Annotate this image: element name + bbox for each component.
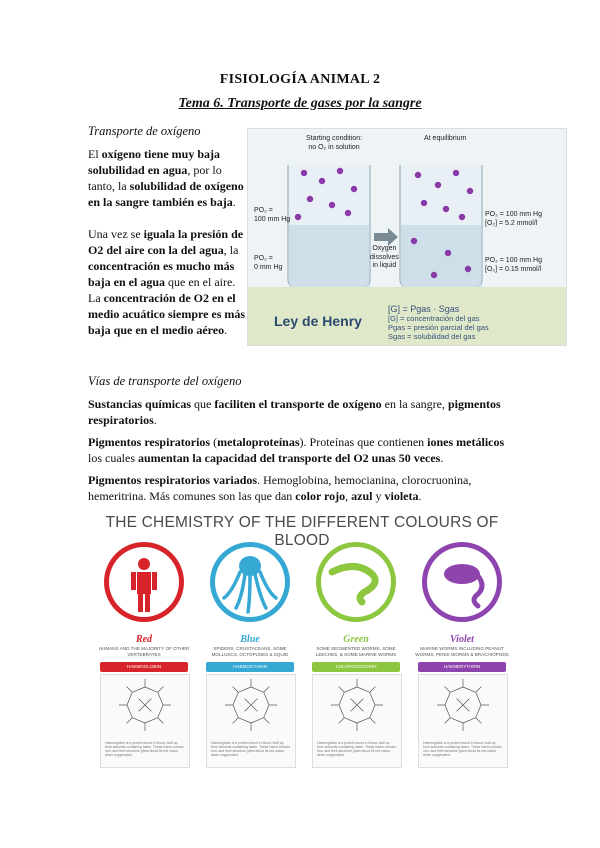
- violet-circle: [422, 542, 502, 622]
- colour-name-green: Green: [343, 634, 369, 645]
- oxygen-molecule: [467, 188, 473, 194]
- henry-law-figure: [247, 128, 567, 346]
- panel-text-red: Haemoglobin is a protein found in blood, built up from subunits containing haem. These haem contain iron, and their structure gives blood its red colour when oxygenated.: [105, 741, 184, 757]
- oxygen-molecule: [415, 172, 421, 178]
- colour-name-violet: Violet: [450, 634, 474, 645]
- pigment-label-blue: HAEMOCYANIN: [206, 662, 294, 672]
- oxygen-molecule: [459, 214, 465, 220]
- description-blue: SPIDERS, CRUSTACEANS, SOME MOLLUSCS, OCTOPUSES & SQUID: [211, 646, 289, 657]
- text-run: concentración es mucho más baja en el agua: [88, 259, 235, 289]
- text-run: El: [88, 147, 102, 161]
- column-violet: [414, 542, 510, 766]
- text-run: .: [418, 489, 422, 503]
- oxygen-molecule: [421, 200, 427, 206]
- text-run: Pigmentos respiratorios: [88, 435, 211, 449]
- oxygen-molecule: [435, 182, 441, 188]
- molecule-panel-violet: [418, 674, 508, 768]
- oxygen-molecule: [337, 168, 343, 174]
- oxygen-molecule: [307, 196, 313, 202]
- blood-colours-infographic: [92, 508, 512, 770]
- pigment-label-violet: HAEMERYTHRIN: [418, 662, 506, 672]
- molecule-panel-red: [100, 674, 190, 768]
- paragraph-chemical-substances: [88, 396, 508, 428]
- text-run: ). Proteínas que contienen: [299, 435, 428, 449]
- oxygen-molecule: [319, 178, 325, 184]
- oxygen-molecule: [443, 206, 449, 212]
- colour-name-blue: Blue: [240, 634, 260, 645]
- equilibrium-liquid-values: PO₂ = 100 mm Hg [O₂] = 0.15 mmol/l: [485, 257, 542, 273]
- octopus-icon: [210, 542, 290, 622]
- text-run: iguala la presión de O2 del aire con la del agua: [88, 227, 244, 257]
- column-blue: [202, 542, 298, 766]
- oxygen-molecule: [465, 266, 471, 272]
- section-heading-oxygen-transport: Transporte de oxígeno: [88, 124, 201, 138]
- text-run: azul: [351, 489, 373, 503]
- text-run: Pigmentos respiratorios variados: [88, 473, 258, 487]
- molecule-panel-green: [312, 674, 402, 768]
- colour-name-red: Red: [135, 634, 153, 645]
- panel-text-green: Haemoglobin is a protein found in blood, built up from subunits containing haem. These haem contain iron, and their structure gives blood its red colour when oxygenated.: [317, 741, 396, 757]
- text-run: color rojo: [295, 489, 346, 503]
- text-run: faciliten el transporte de oxígeno: [214, 397, 382, 411]
- text-run: que en el aire. La: [88, 275, 236, 305]
- text-run: (: [210, 435, 218, 449]
- starting-condition-label: Starting condition: no O₂ in solution: [306, 135, 363, 151]
- oxygen-molecule: [411, 238, 417, 244]
- peanut-worm-icon: [422, 542, 502, 622]
- text-run: iones metálicos: [427, 435, 505, 449]
- formula-legend-1: [G] = concentración del gas: [388, 314, 480, 323]
- paragraph-varied-pigments: [88, 472, 508, 504]
- text-run: .: [224, 323, 228, 337]
- text-run: .: [440, 451, 444, 465]
- oxygen-molecule: [329, 202, 335, 208]
- oxygen-molecule: [301, 170, 307, 176]
- document-title: FISIOLOGÍA ANIMAL 2: [219, 72, 381, 87]
- text-run: . Hemoglobina, hemocianina, clorocruonina, hemeritrina. Más comunes son las que dan: [88, 473, 472, 503]
- paragraph-partial-pressure: [88, 226, 248, 338]
- po2-air-label: PO₂ = 100 mm Hg: [254, 207, 291, 223]
- column-red: [96, 542, 192, 766]
- worm-icon: [316, 542, 396, 622]
- description-red: HUMANS AND THE MAJORITY OF OTHER VERTEBRATES: [98, 646, 190, 657]
- column-green: [308, 542, 404, 766]
- text-run: concentración de O2 en el medio acuático siempre es más baja que en el medio aéreo: [88, 291, 246, 337]
- description-green: SOME SEGMENTED WORMS, SOME LEECHES, & SOME MARINE WORMS: [315, 646, 397, 657]
- paragraph-oxygen-solubility: [88, 146, 248, 210]
- panel-text-blue: Haemoglobin is a protein found in blood, built up from subunits containing haem. These haem contain iron, and their structure gives blood its red colour when oxygenated.: [211, 741, 290, 757]
- oxygen-molecule: [351, 186, 357, 192]
- text-run: pigmentos respiratorios: [88, 397, 501, 427]
- oxygen-molecule: [445, 250, 451, 256]
- panel-text-violet: Haemoglobin is a protein found in blood, built up from subunits containing haem. These haem contain iron, and their structure gives blood its red colour when oxygenated.: [423, 741, 502, 757]
- pigment-label-green: CHLOROCRUORIN: [312, 662, 400, 672]
- text-run: violeta: [384, 489, 419, 503]
- paragraph-metalloproteins: [88, 434, 508, 466]
- haemocyanin-structure-icon: [225, 679, 277, 731]
- oxygen-molecule: [453, 170, 459, 176]
- henry-formula: [388, 305, 489, 341]
- infographic-title: THE CHEMISTRY OF THE DIFFERENT COLOURS OF BLOOD: [105, 514, 499, 549]
- pigment-label-red: HAEMOGLOBIN: [100, 662, 188, 672]
- formula-legend-2: Pgas = presión parcial del gas: [388, 323, 489, 332]
- equilibrium-label: At equilibrium: [424, 135, 467, 142]
- section-heading-transport-routes: Vías de transporte del oxígeno: [88, 374, 242, 388]
- text-run: metaloproteínas: [217, 435, 300, 449]
- red-circle: [104, 542, 184, 622]
- text-run: aumentan la capacidad del transporte del O2 unas 50 veces: [138, 451, 441, 465]
- oxygen-molecule: [431, 272, 437, 278]
- molecule-panel-blue: [206, 674, 296, 768]
- oxygen-molecule: [345, 210, 351, 216]
- text-run: los cuales: [88, 451, 138, 465]
- text-run: en la sangre,: [381, 397, 448, 411]
- formula-legend-3: Sgas = solubilidad del gas: [388, 332, 476, 341]
- text-run: Una vez se: [88, 227, 144, 241]
- po2-liquid-label: PO₂ = 0 mm Hg: [254, 255, 283, 271]
- text-run: oxígeno tiene muy baja solubilidad en agua: [88, 147, 221, 177]
- description-violet: MARINE WORMS INCLUDING PEANUT WORMS, PENIS WORMS & BRACHIOPODS: [415, 646, 509, 657]
- text-run: solubilidad de oxígeno en la sangre también es baja: [88, 179, 244, 209]
- text-run: Sustancias químicas: [88, 397, 192, 411]
- chlorocruorin-structure-icon: [331, 679, 383, 731]
- text-run: .: [153, 413, 157, 427]
- text-run: , por lo tanto, la: [88, 163, 222, 193]
- document-subtitle: Tema 6. Transporte de gases por la sangre: [178, 96, 422, 111]
- haemoglobin-structure-icon: [119, 679, 171, 731]
- text-run: que: [191, 397, 215, 411]
- text-run: ,: [345, 489, 352, 503]
- oxygen-dissolves-label: Oxygen dissolves in liquid: [370, 245, 399, 269]
- blue-circle: [210, 542, 290, 622]
- text-run: y: [372, 489, 385, 503]
- haemerythrin-structure-icon: [437, 679, 489, 731]
- text-run: .: [232, 195, 236, 209]
- henry-law-name: Ley de Henry: [274, 313, 362, 329]
- human-icon: [104, 542, 184, 622]
- text-run: , la: [223, 243, 239, 257]
- henry-footer: [248, 287, 566, 345]
- formula-main: [G] = Pgas · Sgas: [388, 304, 460, 314]
- equilibrium-gas-values: PO₂ = 100 mm Hg [O₂] = 5.2 mmol/l: [485, 211, 542, 227]
- green-circle: [316, 542, 396, 622]
- oxygen-molecule: [295, 214, 301, 220]
